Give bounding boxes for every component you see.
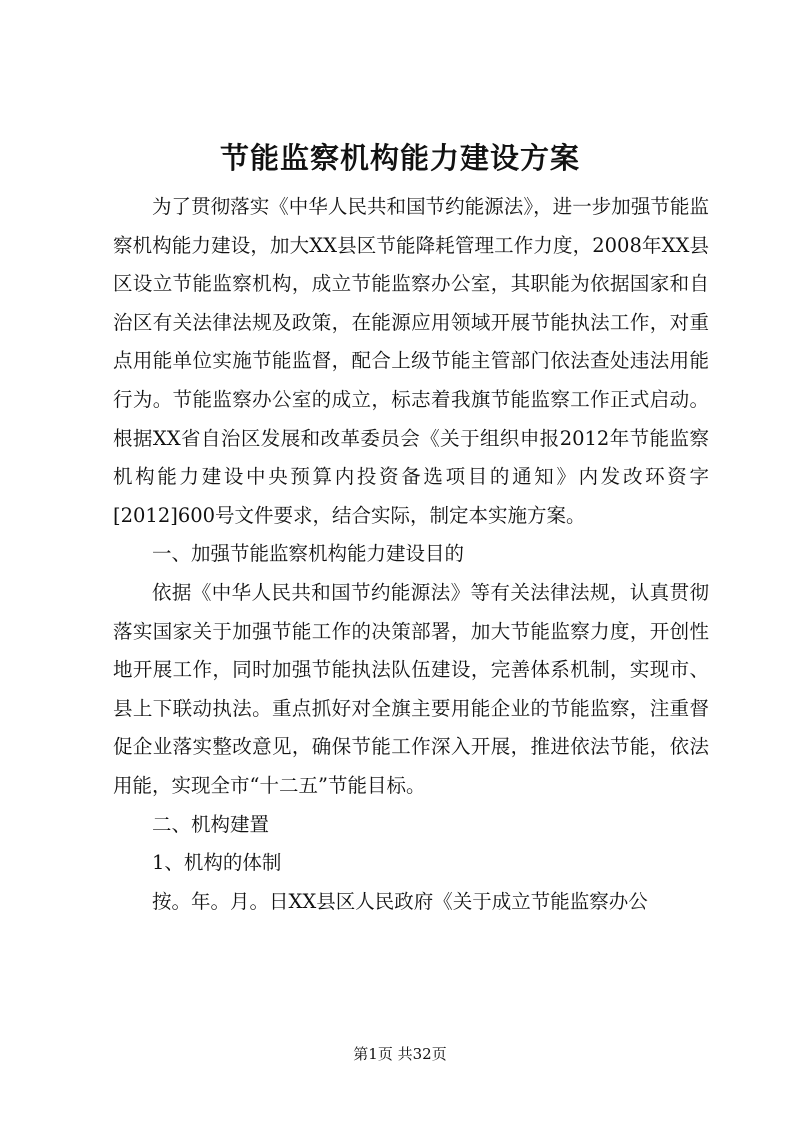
paragraph-intro: 为了贯彻落实《中华人民共和国节约能源法》，进一步加强节能监察机构能力建设，加大XX县区节能降耗管理工作力度，2008年XX县区设立节能监察机构，成立节能监察办公室，其职能为依据国家和自治区有关法律法规及政策，在能源应用领域开展节能执法工作，对重点用能单位实施节能监督，配合上级节能主管部门依法查处违法用能行为。节能监察办公室的成立，标志着我旗节能监察工作正式启动。根据XX省自治区发展和改革委员会《关于组织申报2012年节能监察机构能力建设中央预算内投资备选项目的通知》内发改环资字[2012]600号文件要求，结合实际，制定本实施方案。 — [113, 195, 709, 527]
section-heading-purpose: 一、加强节能监察机构能力建设目的 — [152, 542, 465, 566]
section-heading-organization: 二、机构建置 — [152, 812, 270, 836]
document-body — [113, 188, 709, 921]
page-footer: 第1页 共32页 — [353, 1045, 447, 1063]
paragraph-purpose: 依据《中华人民共和国节约能源法》等有关法律法规，认真贯彻落实国家关于加强节能工作的决策部署，加大节能监察力度，开创性地开展工作，同时加强节能执法队伍建设，完善体系机制，实现市、县上下联动执法。重点抓好对全旗主要用能企业的节能监察，注重督促企业落实整改意见，确保节能工作深入开展，推进依法节能，依法用能，实现全市“十二五”节能目标。 — [113, 580, 709, 797]
document-title: 节能监察机构能力建设方案 — [219, 141, 580, 175]
paragraph-system: 按。年。月。日XX县区人民政府《关于成立节能监察办公 — [152, 889, 648, 913]
subsection-heading-system: 1、机构的体制 — [152, 851, 282, 875]
